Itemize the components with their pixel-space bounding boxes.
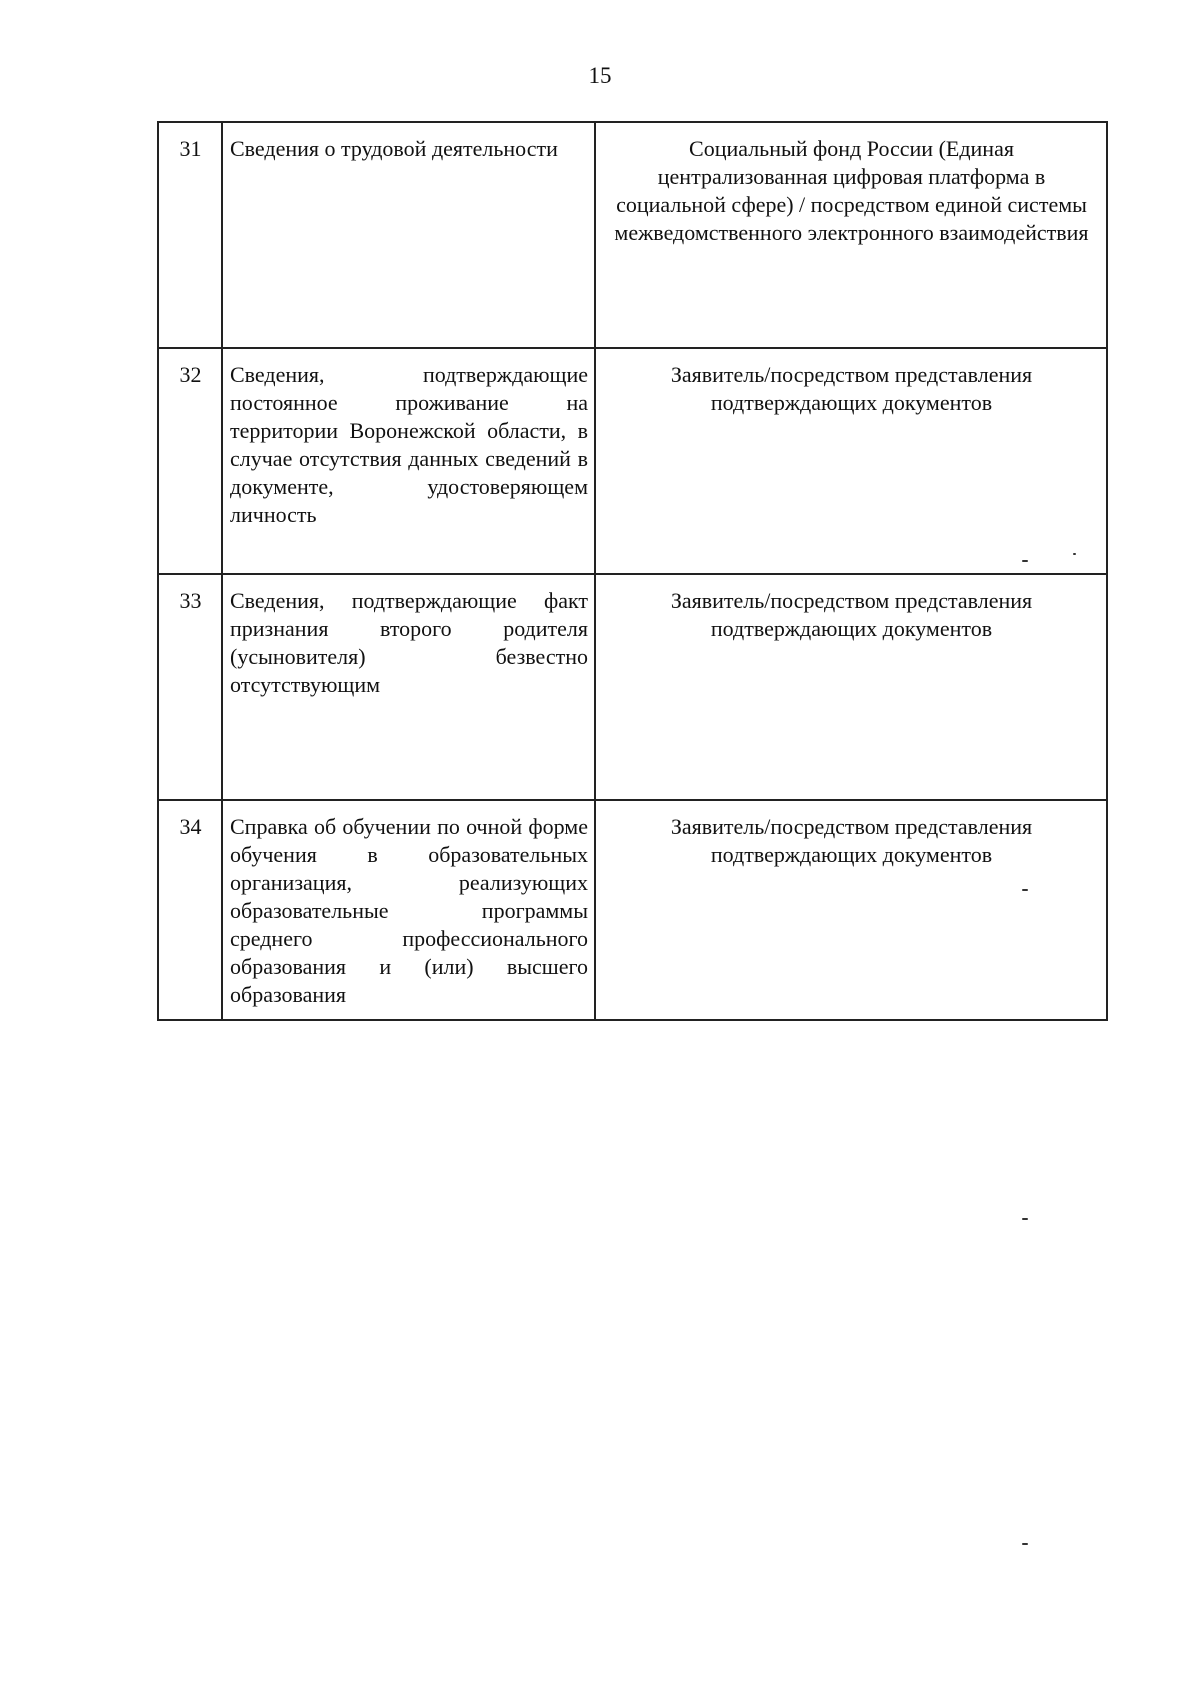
row-description: Сведения, подтверждающие факт признания второго родителя (усыновителя) безвестно отсутствующим bbox=[222, 574, 595, 800]
table-row bbox=[158, 122, 1107, 348]
row-source: Заявитель/посредством представления подтверждающих документов bbox=[595, 800, 1107, 1020]
row-description: Справка об обучении по очной форме обучения в образовательных организация, реализующих образовательные программы среднего профессионального образования и (или) высшего образования bbox=[222, 800, 595, 1020]
row-source: Социальный фонд России (Единая централизованная цифровая платформа в социальной сфере) / посредством единой системы межведомственного электронного взаимодействия bbox=[595, 122, 1107, 348]
scan-speck bbox=[1022, 889, 1028, 891]
row-number: 33 bbox=[158, 574, 222, 800]
row-description: Сведения о трудовой деятельности bbox=[222, 122, 595, 348]
table-row bbox=[158, 574, 1107, 800]
scan-speck bbox=[1022, 560, 1028, 562]
row-number: 34 bbox=[158, 800, 222, 1020]
scan-speck bbox=[1022, 1543, 1028, 1545]
page-number: 15 bbox=[588, 63, 612, 88]
row-number: 31 bbox=[158, 122, 222, 348]
table-row bbox=[158, 800, 1107, 1020]
table-row bbox=[158, 348, 1107, 574]
row-description: Сведения, подтверждающие постоянное проживание на территории Воронежской области, в случае отсутствия данных сведений в документе, удостоверяющем личность bbox=[222, 348, 595, 574]
row-number: 32 bbox=[158, 348, 222, 574]
scan-speck bbox=[1022, 1218, 1028, 1220]
row-source: Заявитель/посредством представления подтверждающих документов bbox=[595, 574, 1107, 800]
scan-speck bbox=[1073, 553, 1076, 555]
document-table bbox=[157, 121, 1108, 1021]
row-source: Заявитель/посредством представления подтверждающих документов bbox=[595, 348, 1107, 574]
